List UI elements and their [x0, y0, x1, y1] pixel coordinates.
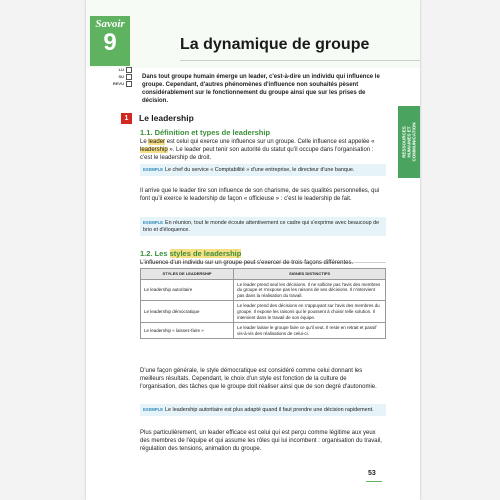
page-number-underline	[366, 481, 382, 482]
section-number-badge: 1	[121, 113, 132, 124]
example-box-1: EXEMPLE Le chef du service « Comptabilité » d'une entreprise, le directeur d'une banque.	[140, 164, 386, 176]
subsection-title-1-1: 1.1. Définition et types de leadership	[140, 128, 271, 137]
title-divider	[180, 60, 420, 61]
table-cell-style: Le leadership « laissez-faire »	[141, 323, 234, 339]
highlight-styles: styles de leadership	[169, 249, 242, 258]
table-cell-signs: Le leader prend seul les décisions. Il ne sollicite pas l'avis des membres du groupe et n'expose pas les raisons de ses décisions. Il n'intervient pas dans la réalisation du travail.	[234, 279, 386, 301]
checkbox-icon[interactable]	[126, 81, 132, 87]
checklist-item-revu[interactable]: REVU	[102, 80, 132, 87]
paragraph-effective-leader: Plus particulièrement, un leader efficace est celui qui est perçu comme légitime aux yeux des membres de l'équipe et qui assume les rôles qui lui incombent : organisation du travail, régulation des tensions, animation du groupe.	[140, 430, 382, 452]
example-box-3: EXEMPLE Le leadership autoritaire est plus adapté quand il faut prendre une décision rapidement.	[140, 404, 386, 416]
table-row	[141, 323, 386, 339]
highlight-leader: leader	[148, 139, 166, 145]
paragraph-leadership-de-fait: Il arrive que le leader tire son influence de son charisme, de ses qualités personnelles, qui font qu'il exerce le leadership de façon « officieuse » : c'est le leadership de fait.	[140, 188, 380, 202]
table-row	[141, 279, 386, 301]
checklist-item-su[interactable]: SU	[102, 73, 132, 80]
checkbox-icon[interactable]	[126, 67, 132, 73]
paragraph-three-ways: L'influence d'un individu sur un groupe peut s'exercer de trois façons différentes.	[140, 260, 354, 266]
table-cell-style: Le leadership démocratique	[141, 301, 234, 323]
subsection-title-1-2: 1.2. Les styles de leadership	[140, 249, 242, 258]
progress-checklist	[102, 66, 132, 87]
example-label: EXEMPLE	[143, 407, 164, 412]
savoir-badge	[90, 16, 130, 66]
chapter-side-tab	[398, 106, 420, 178]
example-label: EXEMPLE	[143, 167, 164, 172]
page-number: 53	[368, 470, 376, 477]
intro-paragraph: Dans tout groupe humain émerge un leader, c'est-à-dire un individu qui influence le groupe. Cependant, d'autres phénomènes d'influence non souhaités pèsent considérablement sur le fonctionnement du groupe ainsi que sur les prises de décision.	[142, 74, 380, 104]
paragraph-definition: Le leader est celui qui exerce une influence sur un groupe. Celle influence est appelée « leadership ». Le leader peut tenir son autorité du statut qu'il occupe dans l'organisation : c'est le leadership de droit.	[140, 139, 375, 161]
header-band	[86, 0, 420, 68]
savoir-label: Savoir	[95, 18, 125, 30]
checkbox-icon[interactable]	[126, 74, 132, 80]
savoir-number: 9	[103, 29, 117, 56]
page-title: La dynamique de groupe	[180, 36, 370, 53]
table-cell-style: Le leadership autoritaire	[141, 279, 234, 301]
leadership-styles-table	[140, 268, 386, 339]
checklist-item-lu[interactable]: LU	[102, 66, 132, 73]
table-cell-signs: Le leader laisse le groupe faire ce qu'il veut. Il reste en retrait et passif vis-à-vis des réalisations de celui-ci.	[234, 323, 386, 339]
table-header: STYLES DE LEADERSHIP	[141, 269, 234, 280]
example-box-2: EXEMPLE En réunion, tout le monde écoute attentivement ce cadre qui s'exprime avec beaucoup de brio et d'éloquence.	[140, 217, 386, 236]
table-header-row	[141, 269, 386, 280]
paragraph-style-choice: D'une façon générale, le style démocratique est considéré comme celui donnant les meilleurs résultats. Cependant, le choix d'un style est fonction de la culture de l'organisation, des tâches que le groupe doit réaliser ainsi que de son degré d'autonomie.	[140, 368, 377, 390]
example-label: EXEMPLE	[143, 220, 164, 225]
section-title: Le leadership	[139, 113, 194, 123]
table-cell-signs: Le leader prend des décisions en s'appuyant sur l'avis des membres du groupe. Il expose les raisons qui le poussent à choisir telle solution. Il intervient dans le travail de son équipe.	[234, 301, 386, 323]
highlight-leadership: leadership	[140, 147, 168, 153]
side-tab-label: RESSOURCES HUMAINES ET COMMUNICATION	[401, 122, 417, 162]
table-row	[141, 301, 386, 323]
table-header: SIGNES DISTINCTIFS	[234, 269, 386, 280]
